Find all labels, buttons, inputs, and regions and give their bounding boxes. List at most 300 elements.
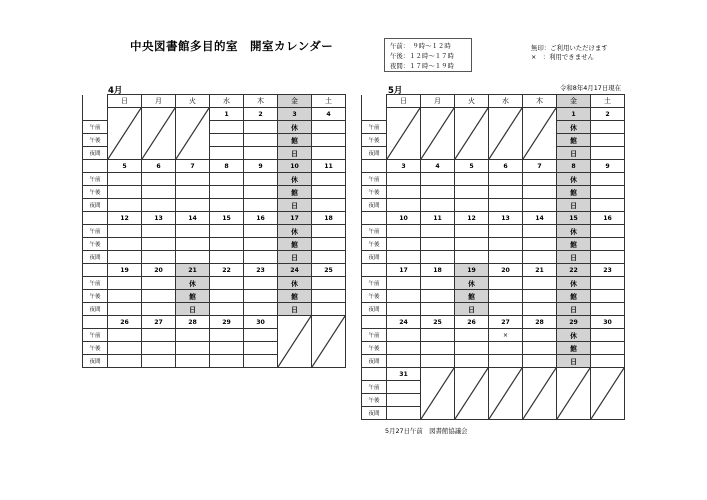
slot-label: 夜間 [362,199,387,212]
slot-cell [387,199,421,212]
slot-cell [523,199,557,212]
slot-row [83,290,346,303]
slot-label: 夜間 [362,251,387,264]
slot-cell [489,303,523,316]
slot-row [362,225,625,238]
date-cell: 25 [421,316,455,329]
empty-day-cell [489,368,523,420]
slot-cell [312,147,346,160]
weekday-header: 木 [523,95,557,108]
date-cell: 13 [142,212,176,225]
closed-day-cell: 休 [557,329,591,342]
unused-day-slash [557,368,590,419]
closed-day-cell: 館 [278,238,312,251]
date-cell: 17 [278,212,312,225]
date-cell: 12 [108,212,142,225]
slot-cell [421,173,455,186]
slot-cell [176,251,210,264]
slot-label: 午前 [362,381,387,394]
slot-cell [591,303,625,316]
weekday-header: 月 [142,95,176,108]
closed-day-cell: 館 [557,186,591,199]
slot-label: 午後 [83,290,108,303]
slot-cell [523,355,557,368]
weekday-header: 土 [591,95,625,108]
unused-day-slash [421,108,454,159]
unused-day-slash [489,108,522,159]
slot-cell [421,238,455,251]
weekday-header: 土 [312,95,346,108]
slot-cell [523,251,557,264]
closed-day-cell: 館 [176,290,210,303]
week-date-row [362,212,625,225]
slot-cell [312,290,346,303]
empty-day-cell [312,316,346,368]
week-date-row [362,368,625,381]
slot-label: 午前 [83,329,108,342]
weekday-header: 水 [210,95,244,108]
unused-day-slash [489,368,522,419]
hours-box [384,38,472,72]
slot-cell [244,342,278,355]
empty-day-cell [176,108,210,160]
closed-day-cell: 館 [278,290,312,303]
closed-day-cell: 休 [557,121,591,134]
slot-cell [455,329,489,342]
date-cell: 19 [455,264,489,277]
date-cell: 22 [557,264,591,277]
slot-cell [387,225,421,238]
date-row-label [362,316,387,329]
slot-cell [142,238,176,251]
slot-cell [455,186,489,199]
slot-cell [108,277,142,290]
weekday-header-row [362,95,625,108]
slot-cell [523,186,557,199]
as-of-date: 令和8年4月17日現在 [560,84,621,92]
slot-cell [108,225,142,238]
slot-cell [387,186,421,199]
date-cell: 15 [557,212,591,225]
date-cell: 18 [421,264,455,277]
slot-cell [591,134,625,147]
date-cell: 4 [312,108,346,121]
date-cell: 16 [244,212,278,225]
date-cell: 2 [591,108,625,121]
slot-cell [489,355,523,368]
slot-cell [210,277,244,290]
slot-cell [142,290,176,303]
slot-cell [455,238,489,251]
closed-day-cell: 休 [557,225,591,238]
slot-cell [108,329,142,342]
slot-cell [523,329,557,342]
date-cell: 22 [210,264,244,277]
weekday-header: 火 [176,95,210,108]
slot-cell [312,238,346,251]
week-date-row [83,160,346,173]
weekday-header: 日 [387,95,421,108]
slot-cell [489,225,523,238]
slot-cell [312,225,346,238]
slot-cell [142,342,176,355]
unused-day-slash [421,368,454,419]
date-row-label [83,264,108,277]
slot-row [83,225,346,238]
slot-label: 夜間 [83,147,108,160]
slot-cell [455,225,489,238]
date-row-label [83,212,108,225]
slot-label: 午後 [83,134,108,147]
slot-cell [421,303,455,316]
date-cell: 2 [244,108,278,121]
date-row-label [83,108,108,121]
date-cell: 28 [176,316,210,329]
date-cell: 30 [591,316,625,329]
slot-cell [142,225,176,238]
date-cell: 23 [244,264,278,277]
slot-label: 午後 [83,342,108,355]
slot-row [362,290,625,303]
slot-cell [176,355,210,368]
slot-cell [108,290,142,303]
weekday-header: 金 [557,95,591,108]
slot-row [362,329,625,342]
slot-cell [387,251,421,264]
slot-label: 夜間 [362,355,387,368]
unused-day-slash [591,368,624,419]
slot-row [362,342,625,355]
may-calendar [361,94,625,420]
date-cell: 3 [387,160,421,173]
date-cell: 9 [591,160,625,173]
empty-day-cell [142,108,176,160]
date-cell: 16 [591,212,625,225]
closed-day-cell: 館 [557,238,591,251]
slot-label: 午後 [362,186,387,199]
week-date-row [83,316,346,329]
date-cell: 31 [387,368,421,381]
slot-label: 午前 [83,277,108,290]
week-date-row [83,264,346,277]
slot-cell [591,121,625,134]
slot-cell [387,329,421,342]
date-cell: 3 [278,108,312,121]
empty-day-cell [278,316,312,368]
date-cell: 10 [278,160,312,173]
slot-cell [142,303,176,316]
weekday-header: 日 [108,95,142,108]
closed-day-cell: 館 [557,134,591,147]
weekday-header-row [83,95,346,108]
slot-cell [591,238,625,251]
slot-row [362,355,625,368]
slot-cell [108,199,142,212]
slot-cell [176,329,210,342]
date-row-label [362,108,387,121]
slot-cell [421,355,455,368]
slot-cell [108,251,142,264]
slot-cell [244,173,278,186]
slot-cell [142,251,176,264]
date-cell: 8 [210,160,244,173]
slot-label: 夜間 [83,355,108,368]
date-cell: 9 [244,160,278,173]
slot-row [83,199,346,212]
may-label: 5月 [388,86,403,96]
slot-cell [523,173,557,186]
hours-morning: 午前： ９時～１２時 [390,42,451,50]
slot-cell [489,186,523,199]
slot-label: 午前 [83,121,108,134]
date-cell: 21 [523,264,557,277]
closed-day-cell: 日 [557,199,591,212]
empty-day-cell [591,368,625,420]
date-row-label [83,316,108,329]
page-title: 中央図書館多目的室 開室カレンダー [130,39,334,53]
empty-day-cell [108,108,142,160]
slot-cell [210,147,244,160]
slot-label: 午後 [83,186,108,199]
closed-day-cell: 館 [455,290,489,303]
week-date-row [362,160,625,173]
closed-day-cell: 日 [557,355,591,368]
slot-cell [591,147,625,160]
slot-label: 夜間 [362,303,387,316]
slot-row [362,186,625,199]
slot-row [83,277,346,290]
slot-cell [244,277,278,290]
slot-cell [489,342,523,355]
slot-cell [489,173,523,186]
slot-cell [489,238,523,251]
date-cell: 18 [312,212,346,225]
empty-day-cell [455,368,489,420]
hours-evening: 夜間：１７時～１９時 [390,62,454,70]
slot-cell [591,277,625,290]
date-cell: 10 [387,212,421,225]
slot-cell [455,251,489,264]
closed-day-cell: 休 [278,225,312,238]
legend-available: 無印：ご利用いただけます [531,44,608,52]
slot-cell [244,121,278,134]
date-cell: 11 [312,160,346,173]
slot-cell [108,303,142,316]
slot-cell [591,199,625,212]
closed-day-cell: 休 [278,121,312,134]
empty-day-cell [523,368,557,420]
slot-label: 午前 [362,277,387,290]
date-cell: 27 [489,316,523,329]
empty-day-cell [489,108,523,160]
weekday-header: 火 [455,95,489,108]
slot-cell [244,303,278,316]
slot-cell [387,238,421,251]
slot-label: 夜間 [83,251,108,264]
slot-row [362,303,625,316]
weekday-header: 月 [421,95,455,108]
date-cell: 6 [142,160,176,173]
slot-row [362,251,625,264]
slot-cell [489,199,523,212]
slot-row [362,173,625,186]
slot-cell [387,407,421,420]
slot-cell [176,186,210,199]
slot-cell [108,355,142,368]
date-cell: 4 [421,160,455,173]
slot-label: 午前 [362,121,387,134]
slot-cell [176,173,210,186]
closed-day-cell: 日 [455,303,489,316]
slot-cell [244,329,278,342]
slot-cell [489,290,523,303]
date-row-label [362,264,387,277]
slot-label: 午前 [83,173,108,186]
slot-cell [142,355,176,368]
empty-day-cell [421,368,455,420]
slot-cell [591,329,625,342]
closed-day-cell: 休 [278,277,312,290]
date-cell: 30 [244,316,278,329]
slot-cell [244,147,278,160]
slot-cell [244,238,278,251]
slot-cell [523,303,557,316]
slot-cell [523,342,557,355]
slot-label: 午後 [83,238,108,251]
date-cell: 29 [557,316,591,329]
slot-cell [176,225,210,238]
slot-label: 夜間 [83,199,108,212]
slot-cell [244,199,278,212]
slot-cell [591,225,625,238]
unused-day-slash [108,108,141,159]
slot-cell [142,186,176,199]
closed-day-cell: 日 [278,303,312,316]
date-cell: 21 [176,264,210,277]
slot-cell [210,238,244,251]
closed-day-cell: 館 [278,134,312,147]
unavailable-mark: × [489,329,523,342]
slot-cell [142,199,176,212]
april-label: 4月 [108,86,123,96]
date-cell: 29 [210,316,244,329]
slot-cell [210,290,244,303]
slot-row [83,303,346,316]
slot-cell [489,251,523,264]
slot-cell [244,186,278,199]
slot-cell [591,251,625,264]
date-cell: 27 [142,316,176,329]
closed-day-cell: 休 [455,277,489,290]
slot-cell [489,277,523,290]
unused-day-slash [455,108,488,159]
april-calendar [82,94,346,368]
date-cell: 5 [108,160,142,173]
date-cell: 23 [591,264,625,277]
date-cell: 8 [557,160,591,173]
slot-cell [421,186,455,199]
unused-day-slash [523,368,556,419]
slot-cell [523,290,557,303]
closed-day-cell: 館 [557,290,591,303]
hours-afternoon: 午後：１２時～１７時 [390,52,454,60]
unused-day-slash [278,316,311,367]
date-cell: 28 [523,316,557,329]
date-cell: 15 [210,212,244,225]
slot-cell [312,134,346,147]
date-cell: 1 [557,108,591,121]
slot-cell [312,303,346,316]
slot-label: 夜間 [362,147,387,160]
date-cell: 20 [142,264,176,277]
unused-day-slash [312,316,345,367]
slot-cell [591,355,625,368]
slot-cell [244,225,278,238]
slot-cell [108,342,142,355]
slot-cell [210,186,244,199]
slot-cell [387,277,421,290]
slot-cell [210,342,244,355]
unused-day-slash [455,368,488,419]
closed-day-cell: 休 [557,277,591,290]
closed-day-cell: 日 [176,303,210,316]
slot-label: 午後 [362,290,387,303]
date-row-label [362,160,387,173]
slot-cell [176,342,210,355]
date-cell: 6 [489,160,523,173]
date-cell: 13 [489,212,523,225]
slot-cell [312,186,346,199]
date-cell: 11 [421,212,455,225]
date-cell: 7 [523,160,557,173]
slot-label: 午後 [362,238,387,251]
date-cell: 24 [278,264,312,277]
slot-row [362,238,625,251]
empty-day-cell [557,368,591,420]
slot-row [83,186,346,199]
empty-day-cell [421,108,455,160]
closed-day-cell: 日 [278,199,312,212]
slot-cell [523,277,557,290]
date-cell: 24 [387,316,421,329]
slot-cell [176,199,210,212]
date-row-label [362,212,387,225]
slot-label: 午後 [362,394,387,407]
slot-cell [142,329,176,342]
slot-cell [210,199,244,212]
slot-row [83,238,346,251]
weekday-header: 水 [489,95,523,108]
slot-label: 夜間 [83,303,108,316]
slot-cell [591,186,625,199]
date-cell: 5 [455,160,489,173]
date-cell: 14 [176,212,210,225]
date-cell: 14 [523,212,557,225]
date-row-label [362,368,387,381]
slot-cell [244,355,278,368]
slot-cell [176,238,210,251]
weekday-header: 金 [278,95,312,108]
slot-cell [312,251,346,264]
week-date-row [362,264,625,277]
legend [531,44,608,62]
unused-day-slash [176,108,209,159]
slot-label: 午前 [83,225,108,238]
slot-label: 午後 [362,134,387,147]
unused-day-slash [387,108,420,159]
closed-day-cell: 日 [557,251,591,264]
slot-cell [421,290,455,303]
